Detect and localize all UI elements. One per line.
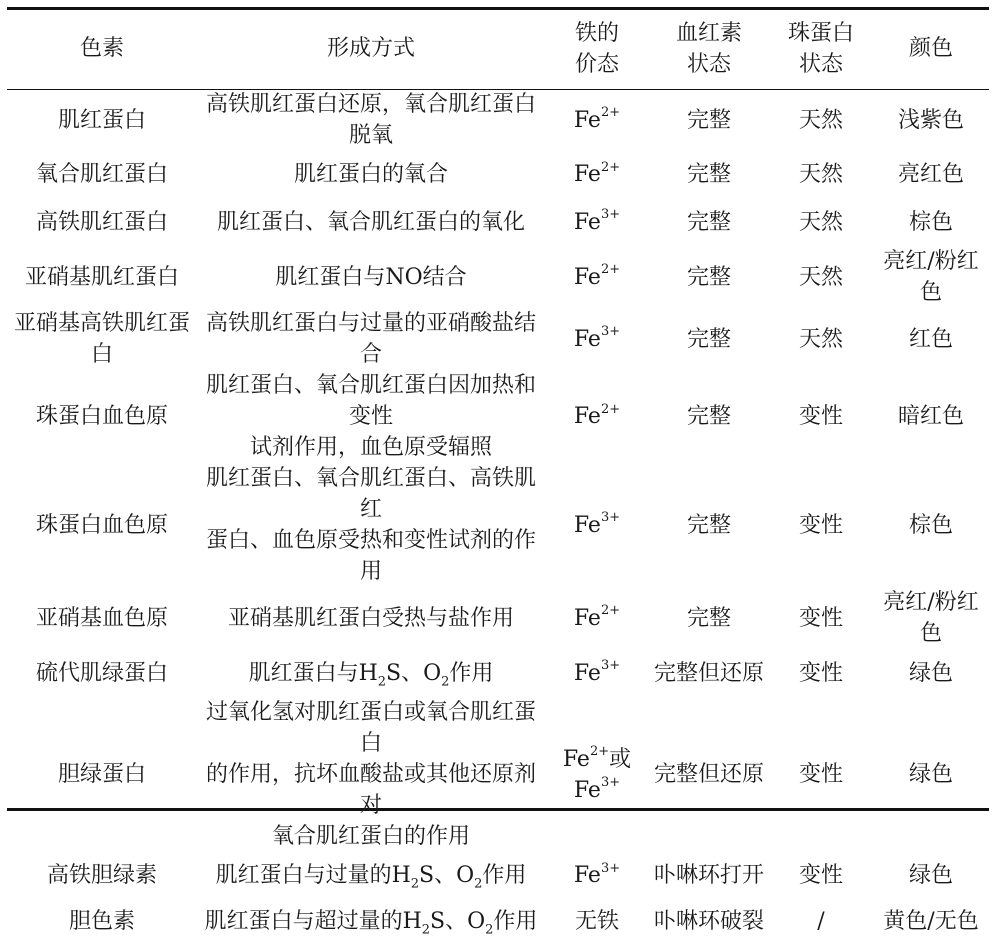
table-row <box>7 308 989 370</box>
cell-globin: 天然 <box>798 162 843 187</box>
cell-globin: 天然 <box>798 209 843 235</box>
cell-iron: $Fe^{2+}$ <box>573 105 621 133</box>
cell-globin: 变性 <box>798 660 843 686</box>
cell-pigment: 亚硝基肌红蛋白 <box>24 264 179 290</box>
cell-heme: 完整 <box>686 162 731 187</box>
cell-heme: 完整 <box>686 404 731 429</box>
cell-globin: 变性 <box>798 762 843 787</box>
cell-globin: 变性 <box>798 512 843 538</box>
cell-globin: / <box>817 909 825 934</box>
cell-formation: 过氧化氢对肌红蛋白或氧合肌红蛋白 的作用，抗坏血酸盐或其他还原剂对 氧合肌红蛋白的作用 <box>205 700 536 849</box>
cell-formation: 肌红蛋白、氧合肌红蛋白、高铁肌红 蛋白、血色原受热和变性试剂的作用 <box>205 466 536 584</box>
cell-globin: 天然 <box>798 264 843 290</box>
cell-heme: 完整 <box>686 209 731 235</box>
cell-formation: 肌红蛋白的氧合 <box>293 162 448 187</box>
cell-color: 绿色 <box>908 863 953 888</box>
header-heme-state: 血红素 状态 <box>675 20 742 77</box>
table-row <box>7 198 989 246</box>
cell-color: 暗红色 <box>897 404 964 429</box>
cell-iron: $Fe^{3+}$ <box>573 510 621 538</box>
cell-pigment: 肌红蛋白 <box>57 107 146 133</box>
cell-formation: 肌红蛋白与$H_2S$、$O_2$作用 <box>248 660 494 689</box>
cell-pigment: 高铁胆绿素 <box>46 863 157 888</box>
cell-pigment: 高铁肌红蛋白 <box>35 209 168 235</box>
cell-pigment: 硫代肌绿蛋白 <box>35 660 168 686</box>
cell-formation: 肌红蛋白与NO结合 <box>275 264 467 290</box>
cell-formation: 高铁肌红蛋白还原，氧合肌红蛋白脱氧 <box>205 92 536 148</box>
cell-color: 亮红色 <box>897 162 964 187</box>
cell-globin: 天然 <box>798 326 843 352</box>
cell-globin: 变性 <box>798 605 843 631</box>
table-row <box>7 697 989 852</box>
cell-pigment: 胆绿蛋白 <box>57 762 146 787</box>
cell-heme: 完整但还原 <box>653 762 764 787</box>
cell-color: 浅紫色 <box>897 107 964 133</box>
header-color: 颜色 <box>908 36 953 61</box>
table-row <box>7 587 989 649</box>
header-iron-valence: 铁的 价态 <box>574 20 619 77</box>
cell-iron: $Fe^{3+}$ <box>573 207 621 235</box>
cell-iron: $Fe^{2+}$ <box>573 401 621 429</box>
cell-heme: 完整 <box>686 264 731 290</box>
cell-color: 棕色 <box>908 209 953 235</box>
cell-color: 棕色 <box>908 512 953 538</box>
table-row <box>7 246 989 308</box>
cell-iron: $Fe^{2+}$ <box>573 603 621 631</box>
header-pigment: 色素 <box>79 36 124 61</box>
table-row <box>7 649 989 697</box>
cell-formation: 肌红蛋白、氧合肌红蛋白因加热和变性 试剂作用，血色原受辐照 <box>205 373 536 460</box>
table-row <box>7 89 989 151</box>
cell-pigment: 珠蛋白血色原 <box>35 404 168 429</box>
cell-heme: 完整 <box>686 107 731 133</box>
table-row <box>7 370 989 463</box>
header-formation: 形成方式 <box>326 36 415 61</box>
cell-globin: 变性 <box>798 863 843 888</box>
cell-color: 亮红/粉红色 <box>883 590 979 646</box>
cell-pigment: 氧合肌红蛋白 <box>35 162 168 187</box>
table-row <box>7 151 989 198</box>
cell-iron: $Fe^{2+}$或$Fe^{3+}$ <box>562 744 632 803</box>
cell-color: 黄色/无色 <box>883 909 979 934</box>
cell-heme: 完整但还原 <box>653 660 764 686</box>
cell-iron: $Fe^{3+}$ <box>573 658 621 686</box>
table-row <box>7 852 989 899</box>
table-header-row <box>7 8 989 89</box>
cell-formation: 肌红蛋白与超过量的$H_2S$、$O_2$作用 <box>204 909 538 938</box>
cell-pigment: 亚硝基血色原 <box>35 605 168 631</box>
cell-iron: $Fe^{2+}$ <box>573 262 621 290</box>
cell-color: 绿色 <box>908 762 953 787</box>
cell-formation: 肌红蛋白与过量的$H_2S$、$O_2$作用 <box>215 863 527 892</box>
cell-formation: 肌红蛋白、氧合肌红蛋白的氧化 <box>216 209 525 235</box>
myoglobin-pigment-table <box>7 8 989 944</box>
cell-globin: 天然 <box>798 107 843 133</box>
cell-heme: 完整 <box>686 326 731 352</box>
table-row <box>7 463 989 587</box>
cell-color: 红色 <box>908 326 953 352</box>
cell-color: 绿色 <box>908 660 953 686</box>
cell-globin: 变性 <box>798 404 843 429</box>
cell-heme: 卟啉环打开 <box>653 863 764 888</box>
header-globin-state: 珠蛋白 状态 <box>787 20 854 77</box>
cell-color: 亮红/粉红色 <box>883 249 979 305</box>
cell-formation: 高铁肌红蛋白与过量的亚硝酸盐结合 <box>205 311 536 367</box>
cell-pigment: 珠蛋白血色原 <box>35 512 168 538</box>
cell-pigment: 胆色素 <box>68 909 135 934</box>
cell-formation: 亚硝基肌红蛋白受热与盐作用 <box>227 605 514 631</box>
cell-iron: $Fe^{3+}$ <box>573 324 621 352</box>
cell-iron: $Fe^{2+}$ <box>573 159 621 187</box>
cell-heme: 完整 <box>686 512 731 538</box>
table-row <box>7 899 989 944</box>
cell-pigment: 亚硝基高铁肌红蛋白 <box>13 311 190 367</box>
cell-iron: 无铁 <box>574 909 619 934</box>
cell-heme: 完整 <box>686 605 731 631</box>
cell-iron: $Fe^{3+}$ <box>573 860 621 888</box>
cell-heme: 卟啉环破裂 <box>653 909 764 934</box>
